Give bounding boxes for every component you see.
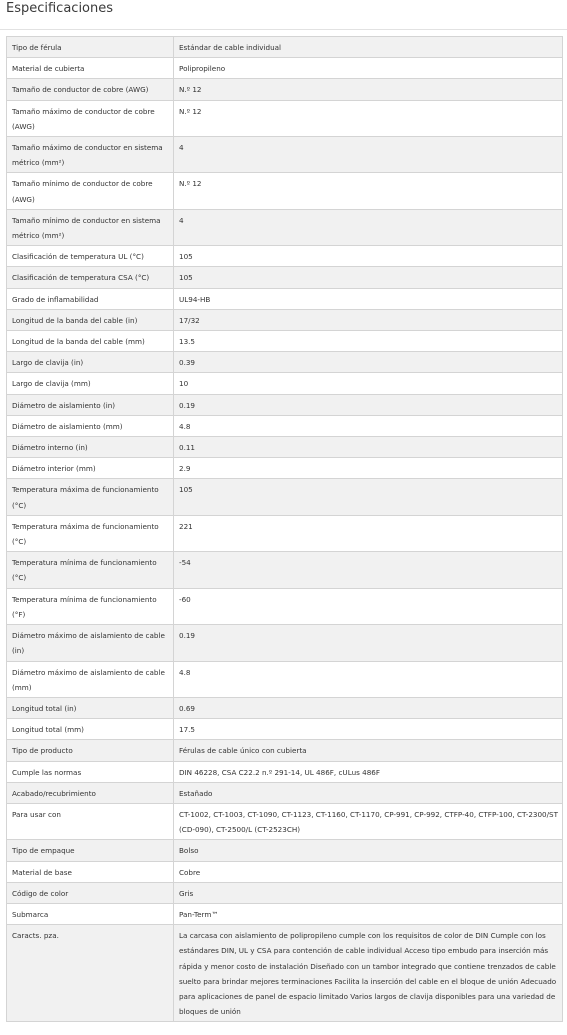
spec-label: Longitud total (in) xyxy=(7,697,174,718)
spec-row xyxy=(7,625,563,661)
spec-value: 13.5 xyxy=(174,331,563,352)
spec-label: Longitud de la banda del cable (in) xyxy=(7,309,174,330)
spec-value: 0.19 xyxy=(174,625,563,661)
spec-value: CT-1002, CT-1003, CT-1090, CT-1123, CT-1160, CT-1170, CP-991, CP-992, CTFP-40, CTFP-100, CT-2300/ST (CD-090), CT-2500/L (CT-2523CH) xyxy=(174,803,563,839)
spec-value: 4 xyxy=(174,209,563,245)
spec-label: Material de base xyxy=(7,861,174,882)
spec-label: Tamaño máximo de conductor de cobre (AWG) xyxy=(7,100,174,136)
spec-value: 0.19 xyxy=(174,394,563,415)
spec-label: Submarca xyxy=(7,903,174,924)
spec-row xyxy=(7,761,563,782)
spec-row xyxy=(7,394,563,415)
spec-label: Caracts. pza. xyxy=(7,925,174,1022)
spec-row xyxy=(7,267,563,288)
spec-value: 0.39 xyxy=(174,352,563,373)
specifications-table-body xyxy=(7,37,563,1022)
spec-value: Estañado xyxy=(174,782,563,803)
spec-label: Temperatura máxima de funcionamiento (°C) xyxy=(7,515,174,551)
spec-value: 4 xyxy=(174,137,563,173)
spec-value: Bolso xyxy=(174,840,563,861)
section-header xyxy=(0,0,567,30)
spec-label: Temperatura máxima de funcionamiento (°C) xyxy=(7,479,174,515)
spec-row xyxy=(7,209,563,245)
spec-label: Acabado/recubrimiento xyxy=(7,782,174,803)
spec-value: Pan-Term™ xyxy=(174,903,563,924)
spec-label: Grado de inflamabilidad xyxy=(7,288,174,309)
spec-value: Férulas de cable único con cubierta xyxy=(174,740,563,761)
spec-label: Tamaño mínimo de conductor en sistema métrico (mm²) xyxy=(7,209,174,245)
spec-row xyxy=(7,861,563,882)
spec-label: Tamaño máximo de conductor en sistema métrico (mm²) xyxy=(7,137,174,173)
spec-label: Código de color xyxy=(7,882,174,903)
spec-row xyxy=(7,588,563,624)
spec-row xyxy=(7,782,563,803)
spec-value: N.º 12 xyxy=(174,100,563,136)
spec-row xyxy=(7,309,563,330)
spec-value: 17.5 xyxy=(174,719,563,740)
spec-row xyxy=(7,373,563,394)
spec-row xyxy=(7,58,563,79)
spec-label: Clasificación de temperatura CSA (°C) xyxy=(7,267,174,288)
spec-label: Tamaño de conductor de cobre (AWG) xyxy=(7,79,174,100)
spec-value: 4.8 xyxy=(174,415,563,436)
spec-row xyxy=(7,925,563,1022)
spec-label: Temperatura mínima de funcionamiento (°F) xyxy=(7,588,174,624)
spec-row xyxy=(7,79,563,100)
spec-value: 4.8 xyxy=(174,661,563,697)
spec-row xyxy=(7,661,563,697)
spec-label: Diámetro interno (in) xyxy=(7,437,174,458)
spec-label: Temperatura mínima de funcionamiento (°C) xyxy=(7,552,174,588)
spec-value: UL94-HB xyxy=(174,288,563,309)
spec-row xyxy=(7,719,563,740)
spec-label: Tamaño mínimo de conductor de cobre (AWG) xyxy=(7,173,174,209)
spec-value: N.º 12 xyxy=(174,173,563,209)
spec-row xyxy=(7,437,563,458)
spec-value: 10 xyxy=(174,373,563,394)
spec-value: 0.11 xyxy=(174,437,563,458)
spec-row xyxy=(7,288,563,309)
spec-label: Diámetro de aislamiento (mm) xyxy=(7,415,174,436)
spec-row xyxy=(7,415,563,436)
spec-label: Material de cubierta xyxy=(7,58,174,79)
spec-label: Cumple las normas xyxy=(7,761,174,782)
spec-value: Gris xyxy=(174,882,563,903)
spec-value: 0.69 xyxy=(174,697,563,718)
spec-row xyxy=(7,100,563,136)
spec-row xyxy=(7,840,563,861)
spec-value: 17/32 xyxy=(174,309,563,330)
spec-value: N.º 12 xyxy=(174,79,563,100)
spec-value: DIN 46228, CSA C22.2 n.º 291-14, UL 486F, cULus 486F xyxy=(174,761,563,782)
spec-value: 105 xyxy=(174,246,563,267)
spec-label: Largo de clavija (mm) xyxy=(7,373,174,394)
spec-label: Diámetro interior (mm) xyxy=(7,458,174,479)
spec-row xyxy=(7,173,563,209)
spec-label: Para usar con xyxy=(7,803,174,839)
spec-row xyxy=(7,479,563,515)
spec-value: 105 xyxy=(174,267,563,288)
spec-row xyxy=(7,882,563,903)
spec-value: 105 xyxy=(174,479,563,515)
spec-label: Longitud de la banda del cable (mm) xyxy=(7,331,174,352)
spec-row xyxy=(7,458,563,479)
spec-row xyxy=(7,246,563,267)
spec-label: Clasificación de temperatura UL (°C) xyxy=(7,246,174,267)
spec-value: La carcasa con aislamiento de polipropileno cumple con los requisitos de color de DIN Cumple con los estándares DIN, UL y CSA para contención de cable individual Acceso tipo embudo para inserción más rápida y menor costo de instalación Diseñado con un tambor integrado que contiene trenzados de cable suelto para brindar mejores terminaciones Facilita la inserción del cable en el bloque de unión Adecuado para aplicaciones de panel de espacio limitado Varios largos de clavija disponibles para una variedad de bloques de unión xyxy=(174,925,563,1022)
spec-label: Diámetro máximo de aislamiento de cable (in) xyxy=(7,625,174,661)
section-title: Especificaciones xyxy=(6,1,114,16)
spec-row xyxy=(7,803,563,839)
spec-value: Polipropileno xyxy=(174,58,563,79)
specifications-table xyxy=(6,36,563,1022)
spec-value: 221 xyxy=(174,515,563,551)
spec-label: Diámetro de aislamiento (in) xyxy=(7,394,174,415)
spec-row xyxy=(7,137,563,173)
spec-row xyxy=(7,697,563,718)
spec-row xyxy=(7,37,563,58)
spec-value: -54 xyxy=(174,552,563,588)
spec-label: Diámetro máximo de aislamiento de cable (mm) xyxy=(7,661,174,697)
spec-row xyxy=(7,515,563,551)
spec-row xyxy=(7,740,563,761)
spec-label: Longitud total (mm) xyxy=(7,719,174,740)
spec-label: Tipo de empaque xyxy=(7,840,174,861)
spec-row xyxy=(7,331,563,352)
spec-value: -60 xyxy=(174,588,563,624)
spec-label: Tipo de férula xyxy=(7,37,174,58)
spec-value: Cobre xyxy=(174,861,563,882)
spec-row xyxy=(7,903,563,924)
spec-value: 2.9 xyxy=(174,458,563,479)
spec-row xyxy=(7,552,563,588)
spec-label: Tipo de producto xyxy=(7,740,174,761)
spec-value: Estándar de cable individual xyxy=(174,37,563,58)
spec-label: Largo de clavija (in) xyxy=(7,352,174,373)
spec-row xyxy=(7,352,563,373)
